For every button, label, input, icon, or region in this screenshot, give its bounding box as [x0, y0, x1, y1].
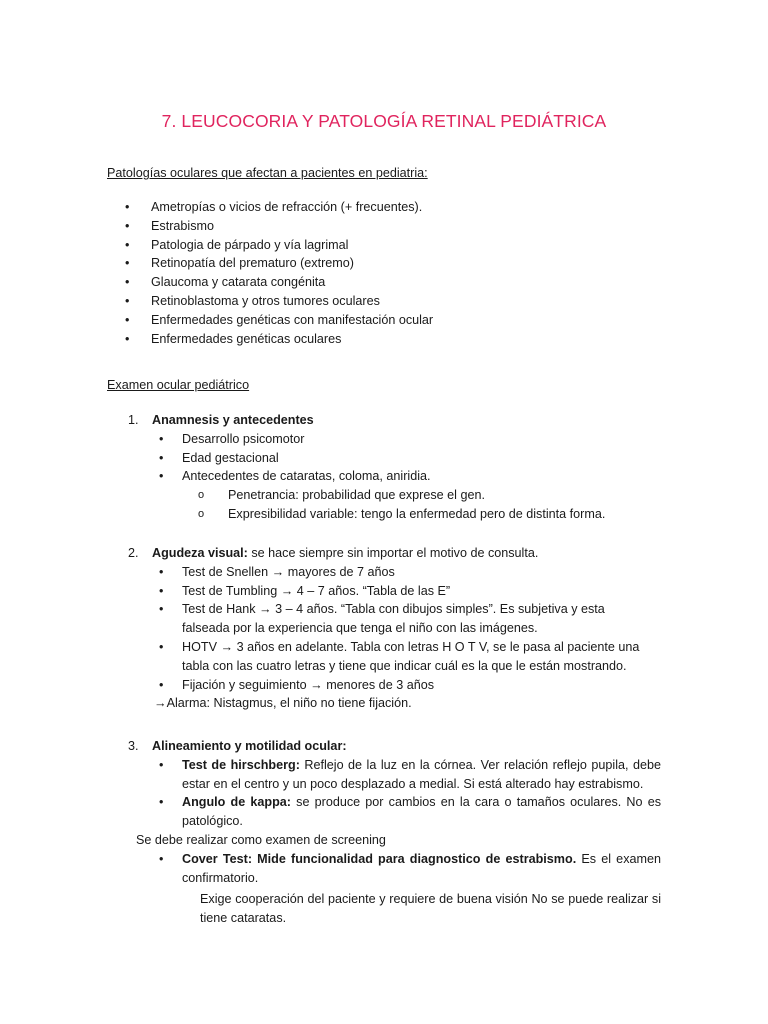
- list-item: • Glaucoma y catarata congénita: [107, 273, 667, 292]
- visual-acuity-list: [155, 563, 640, 695]
- list-item: • Antecedentes de cataratas, coloma, aniridia.: [155, 467, 662, 486]
- step-title: Agudeza visual:: [152, 546, 248, 560]
- kappa-text: se produce por cambios en la cara o tamaños oculares. No es patológico.: [182, 795, 661, 829]
- exam-step-visual-acuity: [107, 544, 662, 713]
- kappa-label: Angulo de kappa:: [182, 795, 291, 810]
- screening-note: Se debe realizar como examen de screening: [136, 832, 386, 847]
- list-item: • HOTV → 3 años en adelante. Tabla con letras H O T V, se le pasa al paciente una tabla con las cuatro letras y tiene que indicar cuál es la que le están mostrando.: [155, 638, 640, 676]
- genetics-sublist: [182, 486, 662, 524]
- list-item: • Enfermedades genéticas con manifestación ocular: [107, 311, 667, 330]
- step-title: Alineamiento y motilidad ocular:: [152, 739, 347, 753]
- list-item: • Fijación y seguimiento → menores de 3 años: [155, 676, 640, 695]
- exam-step-alignment: [107, 737, 662, 928]
- document-title: 7. LEUCOCORIA Y PATOLOGÍA RETINAL PEDIÁTRICA: [161, 111, 607, 131]
- list-item: • Test de Snellen → mayores de 7 años: [155, 563, 640, 582]
- list-item: [155, 850, 661, 888]
- anamnesis-list: [155, 430, 662, 486]
- exam-step-anamnesis: [107, 411, 662, 524]
- cover-test-note: Exige cooperación del paciente y requiere de buena visión No se puede realizar si tiene cataratas.: [200, 892, 661, 926]
- pathologies-list: [107, 198, 667, 348]
- alarm-note: →Alarma: Nistagmus, el niño no tiene fijación.: [154, 696, 412, 711]
- cover-test-label: Cover Test:: [182, 851, 253, 866]
- list-item: • Retinopatía del prematuro (extremo): [107, 254, 667, 273]
- list-item: • Patologia de párpado y vía lagrimal: [107, 236, 667, 255]
- list-item: [155, 756, 661, 794]
- list-item: • Estrabismo: [107, 217, 667, 236]
- list-item: • Test de Hank → 3 – 4 años. “Tabla con dibujos simples”. Es subjetiva y esta falseada por la experiencia que tenga el niño con las imágenes.: [155, 600, 640, 638]
- list-item: • Ametropías o vicios de refracción (+ frecuentes).: [107, 198, 667, 217]
- section-heading-pathologies: Patologías oculares que afectan a pacientes en pediatria:: [107, 166, 428, 180]
- list-item: • Enfermedades genéticas oculares: [107, 330, 667, 349]
- hirschberg-label: Test de hirschberg:: [182, 757, 300, 772]
- step-number: 2.: [128, 546, 139, 560]
- list-item: • Test de Tumbling → 4 – 7 años. “Tabla de las E”: [155, 582, 640, 601]
- list-item: o Penetrancia: probabilidad que exprese el gen.: [182, 486, 662, 505]
- cover-test-list: [155, 850, 661, 888]
- list-item: o Expresibilidad variable: tengo la enfermedad pero de distinta forma.: [182, 505, 662, 524]
- section-heading-exam: Examen ocular pediátrico: [107, 378, 250, 392]
- step-title: Anamnesis y antecedentes: [152, 413, 314, 427]
- list-item: • Edad gestacional: [155, 449, 662, 468]
- step-title-rest: se hace siempre sin importar el motivo de consulta.: [247, 546, 539, 560]
- hirschberg-text: Reflejo de la luz en la córnea. Ver relación reflejo pupila, debe estar en el centro y un poco desplazado a medial. Si está alterado hay estrabismo.: [182, 757, 661, 791]
- list-item: • Desarrollo psicomotor: [155, 430, 662, 449]
- list-item: [155, 793, 661, 831]
- step-number: 3.: [128, 739, 139, 753]
- step-number: 1.: [128, 413, 139, 427]
- cover-test-text-2: Es el examen confirmatorio.: [182, 851, 661, 885]
- list-item: • Retinoblastoma y otros tumores oculares: [107, 292, 667, 311]
- cover-test-text: Mide funcionalidad para diagnostico de estrabismo.: [252, 851, 577, 866]
- alignment-list: [155, 756, 661, 831]
